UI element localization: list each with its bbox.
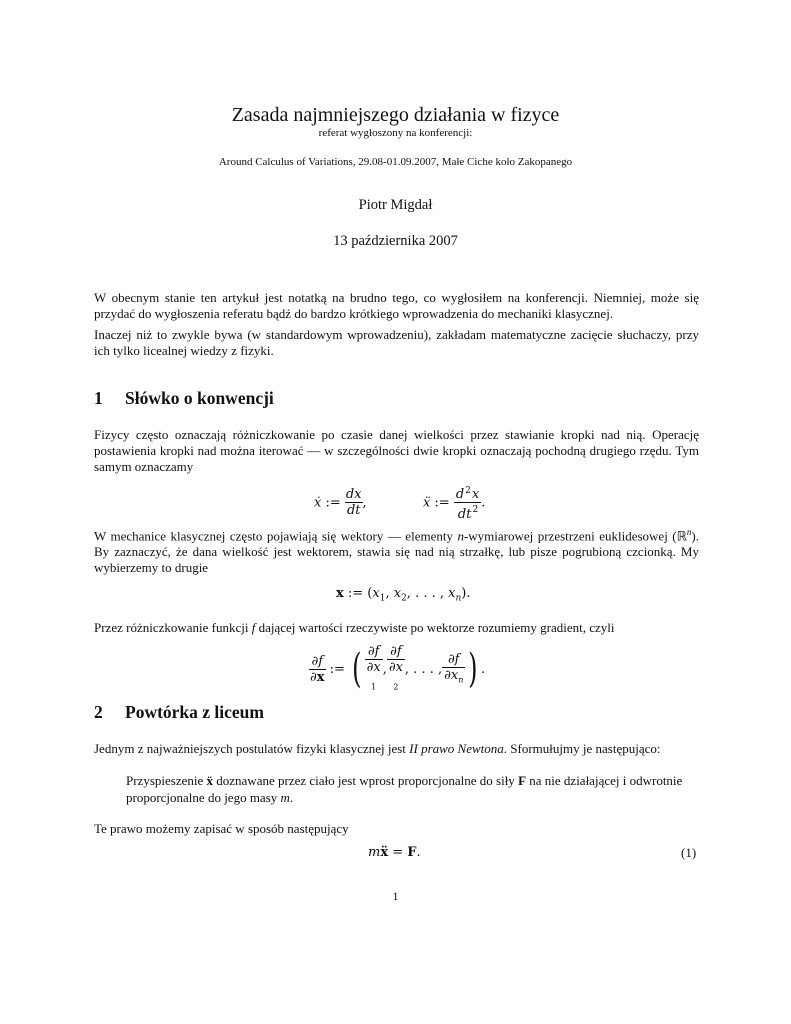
section-number: 1 bbox=[94, 388, 103, 408]
equation-dot-notation: ẋ := $\frac{dx}{dt}$ , ẍ := $\frac{d^2x}{dt^2}$ . bbox=[314, 486, 486, 522]
equation-vector: x := ($x_1$, $x_2$, . . . , $x_n$). bbox=[336, 586, 471, 604]
section-2-paragraph-1: Jednym z najważniejszych postulatów fizyki klasycznej jest II prawo Newtona. Sformułujmy je następująco: bbox=[94, 741, 661, 756]
equation-gradient: $\frac{\partial f}{\partial x}$ := ( ∂f ∂x $_1$ , ∂f ∂x $_2$ , . . . , $\frac{\partial f}{\partial x_n}$ ) . bbox=[310, 644, 486, 693]
author: Piotr Migdał bbox=[358, 197, 433, 213]
intro-paragraph-2: Inaczej niż to zwykle bywa (w standardowym wprowadzeniu), zakładam matematyczne zacięcie słuchaczy, przy ich tylko licealnej wiedzy z fizyki. bbox=[94, 327, 699, 358]
section-title: Słówko o konwencji bbox=[125, 388, 274, 408]
section-2-heading bbox=[94, 702, 264, 723]
intro-paragraph-1: W obecnym stanie ten artykuł jest notatką na brudno tego, co wygłosiłem na konferencji. Niemniej, może się przydać do wygłoszenia referatu bądź do bardzo krótkiego wprowadzenia do mechaniki klasycznej. bbox=[94, 290, 699, 321]
section-1-paragraph-3: Przez różniczkowanie funkcji f dającej wartości rzeczywiste po wektorze rozumiemy gradient, czyli bbox=[94, 620, 615, 635]
date: 13 października 2007 bbox=[333, 233, 458, 249]
section-1-paragraph-2: W mechanice klasycznej często pojawiają się wektory — elementy n-wymiarowej przestrzeni euklidesowej (ℝ$^n$). By zaznaczyć, że dana wielkość jest wektorem, stawia się nad nią strzałkę, lub pisze pogrubioną czcionką. My wybierzemy to drugie bbox=[94, 527, 699, 576]
page-number: 1 bbox=[392, 889, 399, 903]
section-1-paragraph-1: Fizycy często oznaczają różniczkowanie po czasie danej wielkości przez stawianie kropki nad nią. Operację postawienia kropki nad można iterować — w szczególności dwie kropki oznaczają pochodną drugiego rzędu. Tym samym oznaczamy bbox=[94, 427, 699, 474]
section-title: Powtórka z liceum bbox=[125, 702, 264, 722]
paper-subtitle: referat wygłoszony na konferencji: bbox=[318, 127, 473, 139]
conference-info: Around Calculus of Variations, 29.08-01.09.2007, Małe Ciche koło Zakopanego bbox=[218, 156, 573, 168]
equation-newton: mẍ = F. bbox=[368, 845, 421, 860]
equation-number: (1) bbox=[681, 845, 697, 860]
paper-title: Zasada najmniejszego działania w fizyce bbox=[231, 104, 560, 126]
section-number: 2 bbox=[94, 702, 103, 722]
section-2-paragraph-2: Te prawo możemy zapisać w sposób następujący bbox=[94, 821, 349, 836]
section-1-heading bbox=[94, 388, 274, 409]
newton-law-quote: Przyspieszenie ẍ doznawane przez ciało jest wprost proporcjonalne do siły F na nie działającej i odwrotnie proporcjonalne do jego masy m. bbox=[126, 773, 683, 805]
